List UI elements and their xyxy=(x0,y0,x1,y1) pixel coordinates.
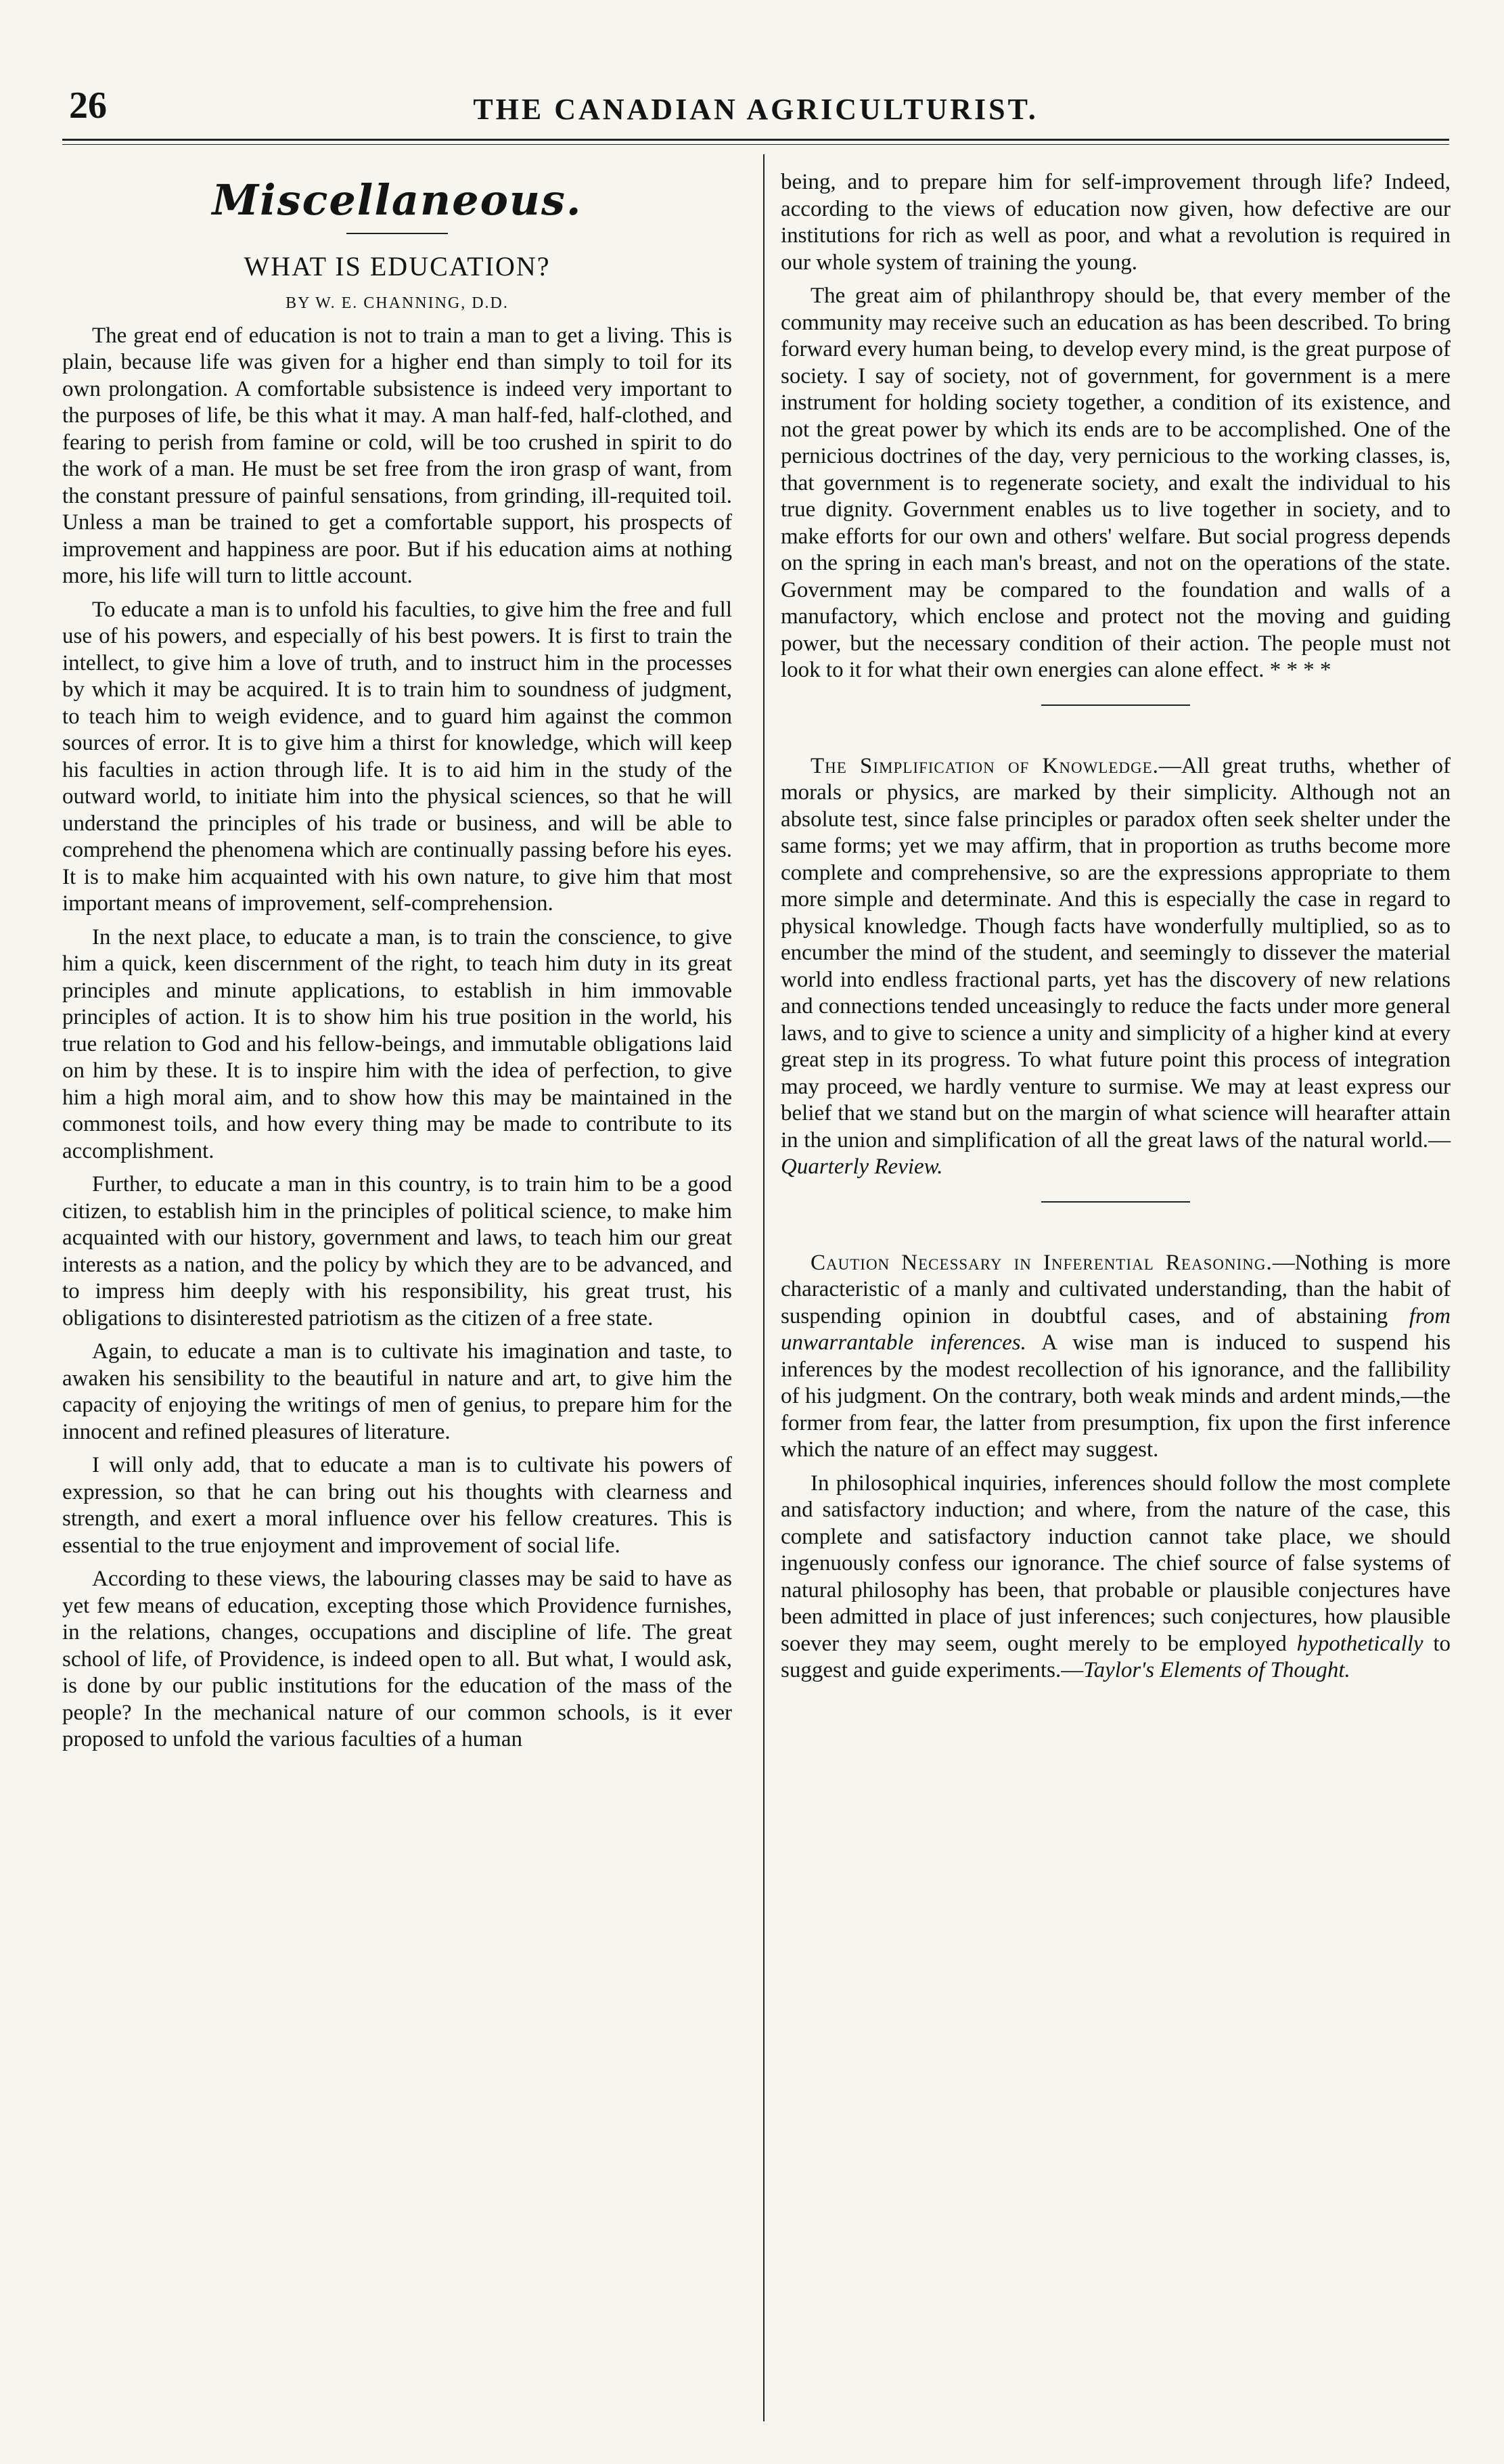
journal-title: THE CANADIAN AGRICULTURIST. xyxy=(473,93,1039,126)
article-paragraph: Again, to educate a man is to cultivate his imagination and taste, to awaken his sensibility to the beautiful in nature and art, to give him the capacity of enjoying the writings of men of genius, to prepare him for the innocent and refined pleasures of literature. xyxy=(62,1339,732,1444)
simplification-source: Quarterly Review. xyxy=(781,1155,943,1179)
page-header xyxy=(62,68,1449,156)
column-divider xyxy=(763,154,765,2421)
article-separator xyxy=(1041,1201,1190,1203)
simplification-text: —All great truths, whether of morals or physics, are marked by their simplicity. Although not an absolute test, since false principles or paradox often seek shelter under the same forms; yet we may affirm, that in proportion as truths become more complete and comprehensive, so are the expressions appropriate to them more simple and determinate. And this is especially the case in regard to physical knowledge. Though facts have wonderfully multiplied, so as to encumber the mind of the student, and seemingly to dissever the material world into endless fractional parts, yet has the discovery of new relations and connections tended unceasingly to reduce the facts under more general laws, and to give to science a unity and simplicity of a higher kind at every great step in its progress. To what future point this process of integration may proceed, we hardly venture to surmise. We may at least express our belief that we stand but on the margin of what science will hearafter attain in the union and simplification of all the great laws of the natural world.— xyxy=(781,753,1451,1152)
header-rule xyxy=(62,139,1449,141)
simplification-heading: The Simplification of Knowledge. xyxy=(811,753,1159,778)
caution-paragraph xyxy=(781,1250,1451,1464)
caution-paragraph xyxy=(781,1471,1451,1684)
header-rule-thin xyxy=(62,144,1449,145)
section-rule xyxy=(346,233,448,234)
article-separator xyxy=(1041,704,1190,706)
section-heading: Miscellaneous. xyxy=(212,175,583,225)
article-continuation: being, and to prepare him for self-improvement through life? Indeed, according to the views of education now given, how defective are our institutions for rich as well as poor, and what a revolution is required in our whole system of training the young. xyxy=(781,170,1451,275)
article-paragraph: In the next place, to educate a man, is to train the conscience, to give him a quick, keen discernment of the right, to teach him duty in its great principles and minute applications, to establish in him immovable principles of action. It is to show him his true position in the world, his true relation to God and his fellow-beings, and immutable obligations laid on him by these. It is to inspire him with the idea of perfection, to give him a high moral aim, and to show how this may be maintained in the commonest toils, and how every thing may be made to contribute to its accomplishment. xyxy=(62,924,732,1163)
article-byline: BY W. E. CHANNING, D.D. xyxy=(286,294,509,312)
page xyxy=(62,68,1449,2423)
caution-text: —Nothing is more characteristic of a manly and cultivated understanding, than the habit of suspending opinion in doubtful cases, and of abstaining xyxy=(781,1250,1451,1328)
caution-source: Taylor's Elements of Thought. xyxy=(1083,1658,1350,1682)
article-paragraph: I will only add, that to educate a man is to cultivate his powers of expression, so that he can bring out his thoughts with clearness and strength, and exert a moral influence over his fellow creatures. This is essential to the true enjoyment and improvement of social life. xyxy=(62,1453,732,1558)
article-paragraph: To educate a man is to unfold his faculties, to give him the free and full use of his powers, and especially of his best powers. It is first to train the intellect, to give him a love of truth, and to instruct him in the processes by which it may be acquired. It is to train him to soundness of judgment, to teach him to weigh evidence, and to guard him against the common sources of error. It is to give him a thirst for knowledge, which will keep his faculties in action through life. It is to aid him in the study of the outward world, to initiate him into the physical sciences, so that he will understand the principles of his trade or business, and will be able to comprehend the phenomena which are continually passing before his eyes. It is to make him acquainted with his own nature, to give him that most important means of improvement, self-comprehension. xyxy=(62,597,732,916)
article-title: WHAT IS EDUCATION? xyxy=(244,250,551,282)
caution-text-italic: from unwarrantable inferences. xyxy=(781,1303,1451,1355)
caution-text: A wise man is induced to suspend his inferences by the modest recollection of his ignorance, and the fallibility of his judgment. On the contrary, both weak minds and ardent minds,—the former from fear, the latter from presumption, fix upon the first inference which the nature of an effect may suggest. xyxy=(781,1330,1451,1462)
page-number: 26 xyxy=(69,85,107,127)
caution-text-italic: hypothetically xyxy=(1296,1631,1423,1656)
article-paragraph: According to these views, the labouring classes may be said to have as yet few means of education, excepting those which Providence furnishes, in the relations, changes, occupations and discipline of life. The great school of life, of Providence, is indeed open to all. But what, I would ask, is done by our public institutions for the education of the mass of the people? In the mechanical nature of our common schools, is it ever proposed to unfold the various faculties of a human xyxy=(62,1567,732,1751)
right-column xyxy=(781,169,1451,1691)
left-column xyxy=(62,169,732,1760)
article-paragraph: The great aim of philanthropy should be, that every member of the community may receive such an education as has been described. To bring forward every human being, to develop every mind, is the great purpose of society. I say of society, not of government, for government is a mere instrument for holding society together, a condition of its existence, and not the great power by which its ends are to be accomplished. One of the pernicious doctrines of the day, very pernicious to the working classes, is, that government is to regenerate society, and exalt the individual to his true dignity. Government enables us to live together in society, and to make efforts for our own and others' welfare. But social progress depends on the spring in each man's breast, and not on the operations of the state. Government may be compared to the foundation and walls of a manufactory, which enclose and protect not the moving and guiding power, but the necessary condition of their action. The people must not look to it for what their own energies can alone effect. * * * * xyxy=(781,284,1451,682)
caution-text: to suggest and guide experiments.— xyxy=(781,1631,1451,1682)
article-paragraph: Further, to educate a man in this country, is to train him to be a good citizen, to establish him in the principles of political science, to make him acquainted with our history, government and laws, to teach him our great interests as a nation, and the policy by which they are to be advanced, and to impress him deeply with his responsibility, his great trust, his obligations to disinterested patriotism as the citizen of a free state. xyxy=(62,1172,732,1330)
caution-heading: Caution Necessary in Inferential Reasoning. xyxy=(811,1250,1273,1275)
simplification-paragraph xyxy=(781,753,1451,1181)
article-paragraph: The great end of education is not to train a man to get a living. This is plain, because life was given for a higher end than simply to toil for its own prolongation. A comfortable subsistence is indeed very important to the purposes of life, be this what it may. A man half-fed, half-clothed, and fearing to perish from famine or cold, will be too crushed in spirit to do the work of a man. He must be set free from the iron grasp of want, from the constant pressure of painful sensations, from grinding, ill-requited toil. Unless a man be trained to get a comfortable support, his prospects of improvement and happiness are poor. But if his education aims at nothing more, his life will turn to little account. xyxy=(62,323,732,588)
caution-text: In philosophical inquiries, inferences should follow the most complete and satisfactory induction; and where, from the nature of the case, this complete and satisfactory induction cannot take place, we should ingenuously confess our ignorance. The chief source of false systems of natural philosophy has been, that probable or plausible conjectures have been admitted in place of just inferences; such conjectures, how plausible soever they may seem, ought merely to be employed xyxy=(781,1471,1451,1656)
